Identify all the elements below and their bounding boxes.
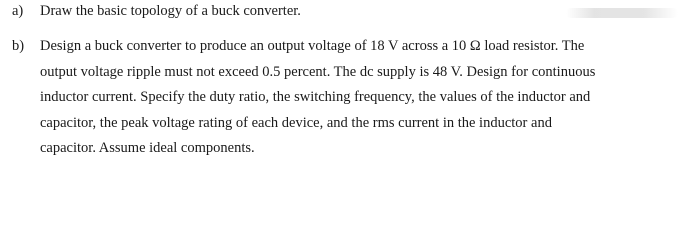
question-b-marker: b) <box>12 38 25 54</box>
question-b-line-5: capacitor. Assume ideal components. <box>40 140 255 157</box>
question-b-text <box>40 38 680 166</box>
question-b-line-4: capacitor, the peak voltage rating of each device, and the rms current in the inductor and <box>40 114 552 131</box>
question-b-line-1: Design a buck converter to produce an output voltage of 18 V across a 10 Ω load resistor. The <box>40 38 585 54</box>
scan-smudge <box>566 8 678 18</box>
question-a-marker: a) <box>12 3 24 19</box>
question-a-text: Draw the basic topology of a buck converter. <box>40 3 301 19</box>
question-b-line-3: inductor current. Specify the duty ratio, the switching frequency, the values of the inductor and <box>40 89 591 106</box>
question-b-line-2: output voltage ripple must not exceed 0.5 percent. The dc supply is 48 V. Design for continuous <box>40 63 596 80</box>
